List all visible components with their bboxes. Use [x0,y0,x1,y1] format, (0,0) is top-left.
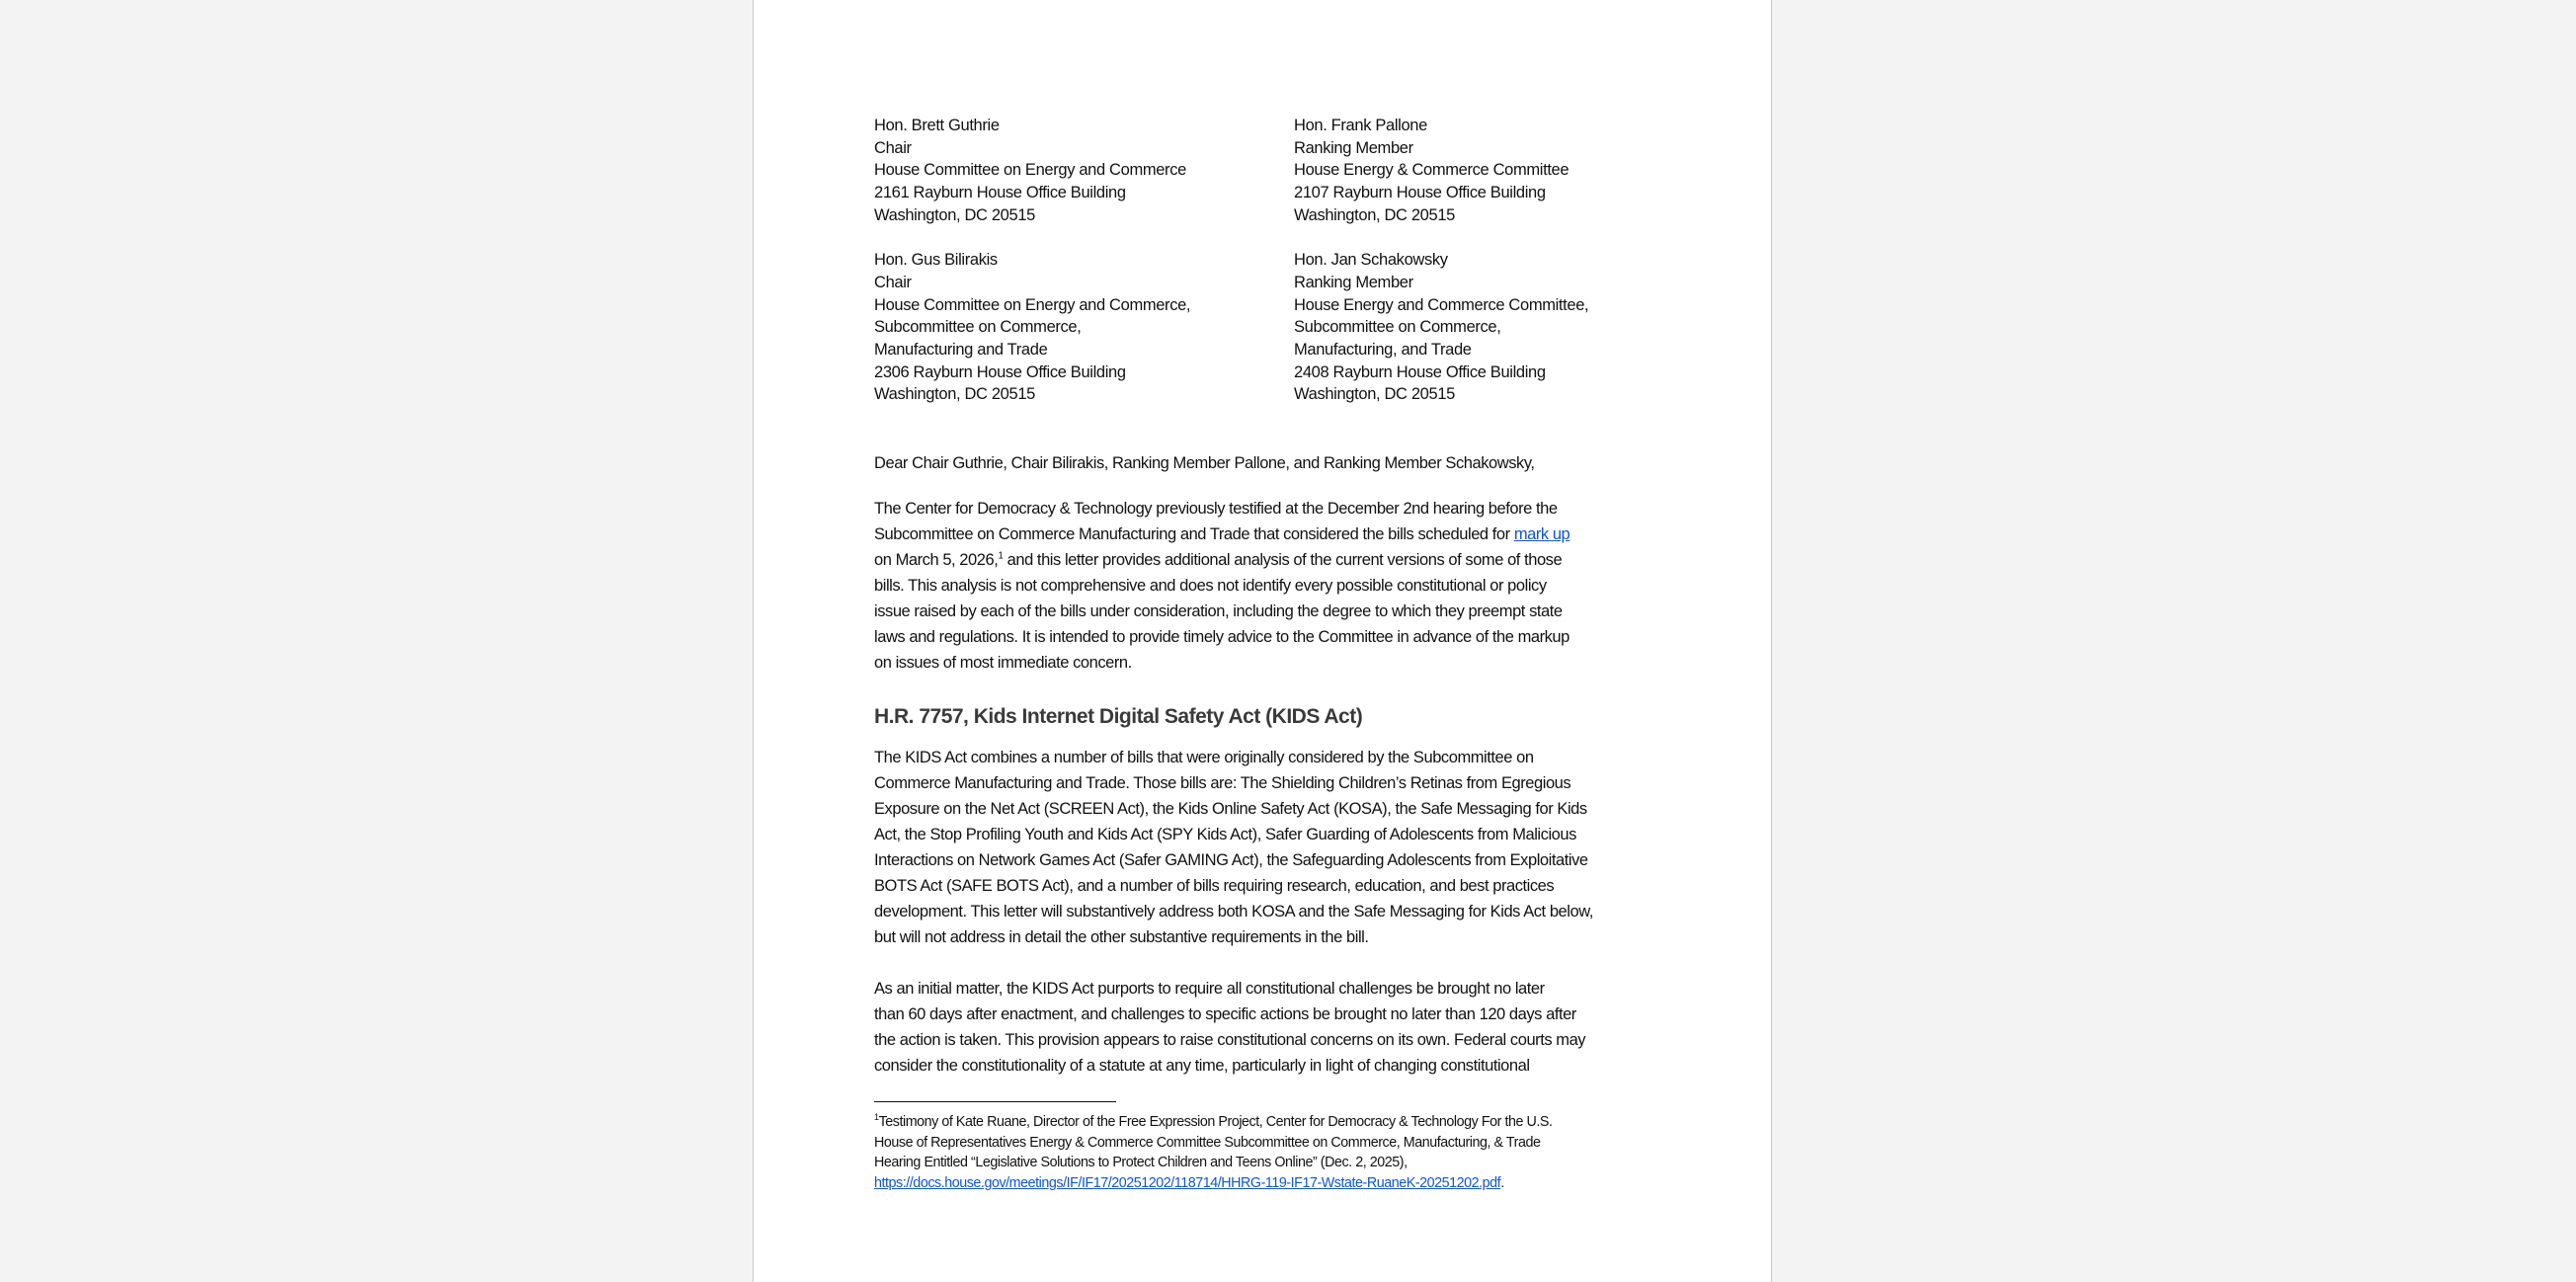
footnote-url-link[interactable]: https://docs.house.gov/meetings/IF/IF17/20251202/118714/HHRG-119-IF17-Wstate-RuaneK-20251202.pdf [874,1174,1501,1191]
salutation: Dear Chair Guthrie, Chair Bilirakis, Ranking Member Pallone, and Ranking Member Schakowsky, [874,454,1535,472]
recipient-committee: House Energy and Commerce Committee, [1294,295,1589,314]
recipient-office: 2306 Rayburn House Office Building [874,362,1126,381]
initial-matter-paragraph [874,976,1664,1079]
paragraph-line: The KIDS Act combines a number of bills that were originally considered by the Subcommittee on [874,749,1534,766]
section-heading: H.R. 7757, Kids Internet Digital Safety Act (KIDS Act) [874,705,1363,728]
paragraph-line: The Center for Democracy & Technology previously testified at the December 2nd hearing before the [874,500,1558,518]
paragraph-line: than 60 days after enactment, and challenges to specific actions be brought no later than 120 days after [874,1005,1576,1023]
footnote [874,1112,1684,1193]
recipient-office: 2161 Rayburn House Office Building [874,184,1126,202]
paragraph-line: the action is taken. This provision appears to raise constitutional concerns on its own. Federal courts may [874,1031,1586,1049]
recipient-city: Washington, DC 20515 [874,385,1035,404]
paragraph-line: Interactions on Network Games Act (Safer GAMING Act), the Safeguarding Adolescents from Exploitative [874,851,1588,869]
recipient-guthrie [874,115,1190,227]
paragraph-line: but will not address in detail the other substantive requirements in the bill. [874,928,1369,946]
recipient-name: Hon. Frank Pallone [1294,117,1427,134]
footnote-line [874,1112,1684,1133]
paragraph-line: As an initial matter, the KIDS Act purports to require all constitutional challenges be brought no later [874,980,1545,998]
address-column-right [1294,115,1588,429]
paragraph-text: and this letter provides additional analysis of the current versions of some of those [1003,551,1563,569]
mark-up-link[interactable]: mark up [1513,525,1570,543]
footnote-line: House of Representatives Energy & Commerce Committee Subcommittee on Commerce, Manufacturing, & Trade [874,1134,1541,1151]
recipient-schakowsky [1294,249,1588,406]
recipient-title: Chair [874,273,912,291]
intro-paragraph [874,496,1664,676]
footnote-reference[interactable]: 1 [998,550,1004,562]
paragraph-line: Exposure on the Net Act (SCREEN Act), the Kids Online Safety Act (KOSA), the Safe Messaging for Kids [874,800,1587,818]
footnote-separator [874,1101,1116,1102]
paragraph-line: Act, the Stop Profiling Youth and Kids Act (SPY Kids Act), Safer Guarding of Adolescents from Malicious [874,826,1576,843]
recipient-bilirakis [874,249,1190,406]
paragraph-line: consider the constitutionality of a statute at any time, particularly in light of changing constitutional [874,1057,1530,1075]
recipient-city: Washington, DC 20515 [874,205,1035,224]
paragraph-text: on March 5, 2026, [874,551,999,569]
recipient-committee: House Committee on Energy and Commerce [874,161,1186,180]
paragraph-line: on issues of most immediate concern. [874,654,1132,672]
recipient-title: Ranking Member [1294,273,1413,291]
recipient-city: Washington, DC 20515 [1294,385,1455,404]
kids-act-paragraph [874,745,1664,950]
paragraph-line: BOTS Act (SAFE BOTS Act), and a number of bills requiring research, education, and best practices [874,877,1555,895]
footnote-number: 1 [874,1112,879,1123]
recipient-name: Hon. Brett Guthrie [874,117,1000,134]
paragraph-line: Commerce Manufacturing and Trade. Those bills are: The Shielding Children’s Retinas from Egregious [874,774,1571,792]
recipient-subcommittee-cont: Manufacturing, and Trade [1294,341,1472,360]
recipient-subcommittee: Subcommittee on Commerce, [874,318,1082,337]
recipient-subcommittee: Subcommittee on Commerce, [1294,318,1501,337]
recipient-title: Ranking Member [1294,138,1413,157]
paragraph-line: development. This letter will substantively address both KOSA and the Safe Messaging for Kids Act below, [874,903,1593,921]
recipient-committee: House Committee on Energy and Commerce, [874,295,1191,314]
recipient-pallone [1294,115,1588,227]
recipient-office: 2408 Rayburn House Office Building [1294,362,1546,381]
paragraph-line: laws and regulations. It is intended to provide timely advice to the Committee in advance of the markup [874,628,1570,646]
paragraph-line [874,521,1664,547]
document-page [753,0,1772,1282]
footnote-line [874,1173,1684,1194]
recipient-subcommittee-cont: Manufacturing and Trade [874,341,1048,360]
recipient-name: Hon. Jan Schakowsky [1294,251,1448,270]
footnote-line: Hearing Entitled “Legislative Solutions to Protect Children and Teens Online” (Dec. 2, 2025), [874,1155,1408,1170]
recipient-city: Washington, DC 20515 [1294,205,1455,224]
recipient-committee: House Energy & Commerce Committee [1294,161,1570,180]
paragraph-line: bills. This analysis is not comprehensive and does not identify every possible constitutional or policy [874,577,1547,595]
recipient-title: Chair [874,138,912,157]
paragraph-text: Subcommittee on Commerce Manufacturing and Trade that considered the bills scheduled for [874,525,1514,543]
recipient-name: Hon. Gus Bilirakis [874,251,998,270]
paragraph-line [874,547,1664,573]
footnote-trailing-period: . [1500,1174,1504,1191]
recipient-office: 2107 Rayburn House Office Building [1294,184,1546,202]
address-column-left [874,115,1190,429]
footnote-text: Testimony of Kate Ruane, Director of the Free Expression Project, Center for Democracy & Technology For the U.S. [878,1114,1553,1130]
paragraph-line: issue raised by each of the bills under consideration, including the degree to which they preempt state [874,602,1563,620]
